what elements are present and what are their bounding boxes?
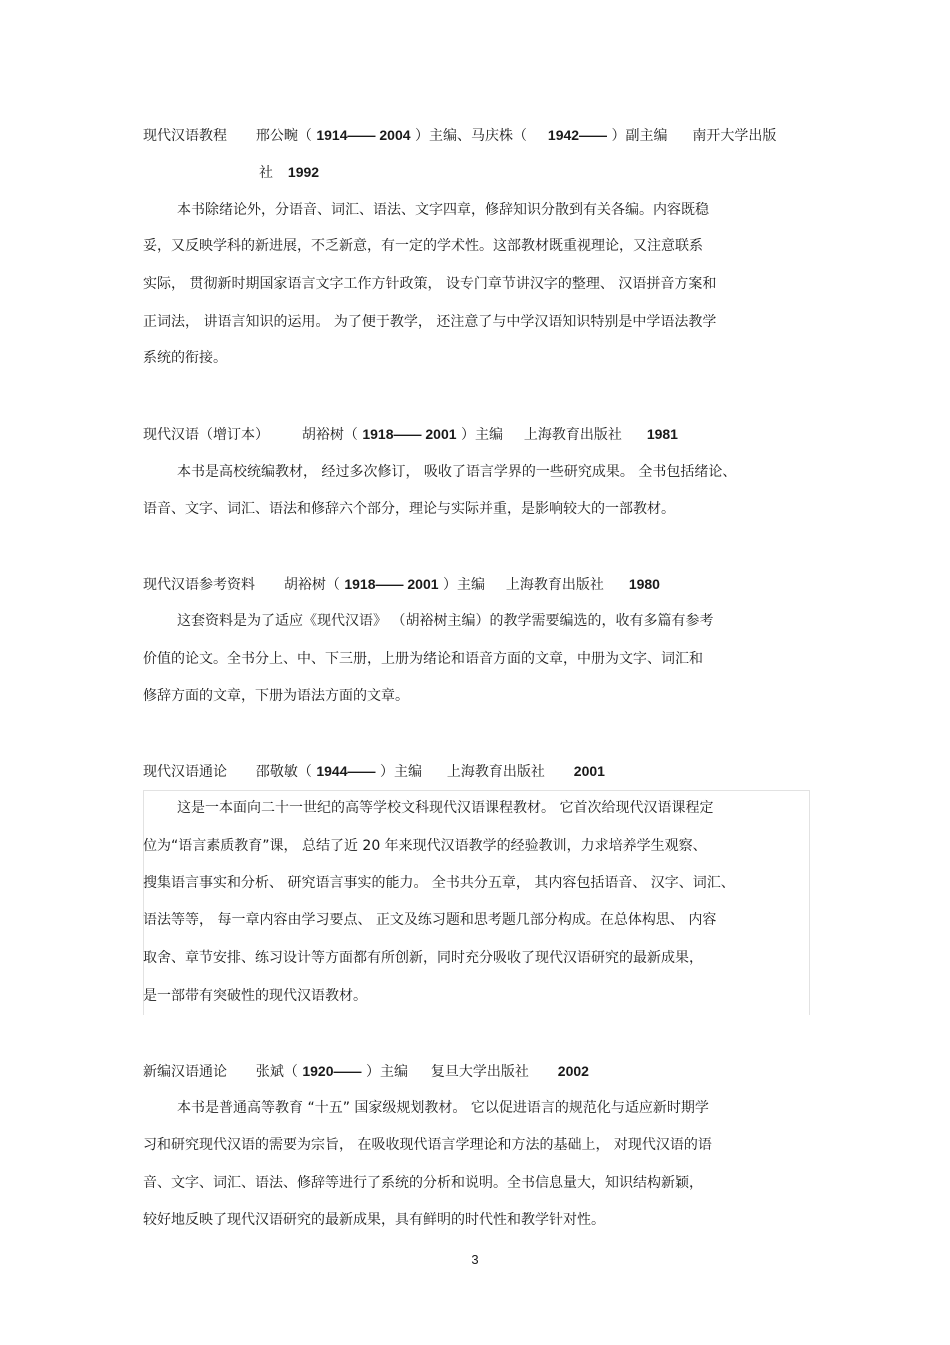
publication-year: 1981	[646, 426, 678, 442]
author-role: ）主编	[461, 427, 503, 443]
author-years: 1920——	[302, 1063, 362, 1079]
description-line: 语音、文字、词汇、语法和修辞六个部分，理论与实际并重，是影响较大的一部教材。	[143, 501, 675, 517]
book-title: 现代汉语通论	[143, 764, 227, 780]
publication-year: 2002	[557, 1063, 589, 1079]
description-line: 实际， 贯彻新时期国家语言文字工作方针政策， 设专门章节讲汉字的整理、 汉语拼音方案和	[143, 276, 717, 292]
author-name: 胡裕树（	[283, 577, 340, 593]
publisher-continued: 社	[259, 165, 273, 181]
author-years: 1918—— 2001	[362, 426, 457, 442]
description-line: 系统的衔接。	[143, 350, 227, 366]
author-name: 邢公畹（	[255, 128, 312, 144]
publisher: 上海教育出版社	[446, 764, 545, 780]
description-line: 习和研究现代汉语的需要为宗旨， 在吸收现代语言学理论和方法的基础上， 对现代汉语的语	[143, 1137, 712, 1153]
book-title: 新编汉语通论	[143, 1064, 227, 1080]
entry-heading	[143, 125, 776, 145]
book-title: 现代汉语参考资料	[143, 577, 255, 593]
author-name: 邵敬敏（	[255, 764, 312, 780]
description-line: 这套资料是为了适应《现代汉语》 （胡裕树主编）的教学需要编选的，收有多篇有参考	[177, 613, 714, 629]
page-number: 3	[471, 1252, 479, 1267]
publisher: 南开大学出版	[692, 128, 777, 144]
entry-heading	[143, 574, 660, 594]
description-line: 正词法， 讲语言知识的运用。 为了便于教学， 还注意了与中学汉语知识特别是中学语法教学	[143, 314, 717, 330]
description-line: 搜集语言事实和分析、 研究语言事实的能力。 全书共分五章， 其内容包括语音、 汉字、词汇、	[143, 875, 735, 891]
publication-year: 1980	[628, 576, 660, 592]
author-years: 1918—— 2001	[344, 576, 439, 592]
publisher: 上海教育出版社	[505, 577, 604, 593]
author-role: ）主编	[365, 1064, 408, 1080]
author-name: 张斌（	[255, 1064, 298, 1080]
description-line: 妥，又反映学科的新进展，不乏新意，有一定的学术性。这部教材既重视理论，又注意联系	[143, 238, 703, 254]
publisher: 上海教育出版社	[523, 427, 622, 443]
description-line: 位为“语言素质教育”课， 总结了近 20 年来现代汉语教学的经验教训，力求培养学生观察、	[143, 838, 707, 854]
author-years: 1914—— 2004	[316, 127, 411, 143]
coeditor-years: 1942——	[547, 127, 608, 143]
publisher: 复旦大学出版社	[430, 1064, 529, 1080]
description-line: 修辞方面的文章，下册为语法方面的文章。	[143, 688, 409, 704]
publication-year: 2001	[573, 763, 605, 779]
publication-year: 1992	[287, 164, 320, 180]
description-line: 音、文字、词汇、语法、修辞等进行了系统的分析和说明。全书信息量大，知识结构新颖，	[143, 1175, 703, 1191]
author-role: ）主编	[443, 577, 485, 593]
description-line: 本书是普通高等教育 “十五” 国家级规划教材。 它以促进语言的规范化与适应新时期学	[177, 1100, 709, 1116]
entry-heading	[143, 1061, 589, 1081]
author-role: ）主编	[379, 764, 422, 780]
coeditor-role: ）副主编	[611, 128, 668, 144]
entry-heading	[143, 761, 605, 781]
book-title: 现代汉语教程	[143, 128, 227, 144]
book-title: 现代汉语（增订本）	[143, 427, 269, 443]
description-line: 是一部带有突破性的现代汉语教材。	[143, 988, 367, 1004]
description-line: 这是一本面向二十一世纪的高等学校文科现代汉语课程教材。 它首次给现代汉语课程定	[177, 800, 714, 816]
entry-heading	[143, 424, 678, 444]
entry-heading-continued	[259, 162, 319, 182]
description-line: 较好地反映了现代汉语研究的最新成果，具有鲜明的时代性和教学针对性。	[143, 1212, 605, 1228]
description-line: 语法等等， 每一章内容由学习要点、 正文及练习题和思考题几部分构成。在总体构思、 内容	[143, 912, 717, 928]
description-line: 本书除绪论外，分语音、词汇、语法、文字四章，修辞知识分散到有关各编。内容既稳	[177, 202, 709, 218]
description-line: 本书是高校统编教材， 经过多次修订， 吸收了语言学界的一些研究成果。 全书包括绪论、	[177, 464, 737, 480]
description-line: 取舍、章节安排、练习设计等方面都有所创新，同时充分吸收了现代汉语研究的最新成果，	[143, 950, 703, 966]
description-line: 价值的论文。全书分上、中、下三册，上册为绪论和语音方面的文章，中册为文字、词汇和	[143, 651, 703, 667]
author-years: 1944——	[316, 763, 376, 779]
description-box	[143, 790, 810, 1015]
author-role: ）主编、马庆株（	[415, 128, 527, 144]
author-name: 胡裕树（	[301, 427, 358, 443]
